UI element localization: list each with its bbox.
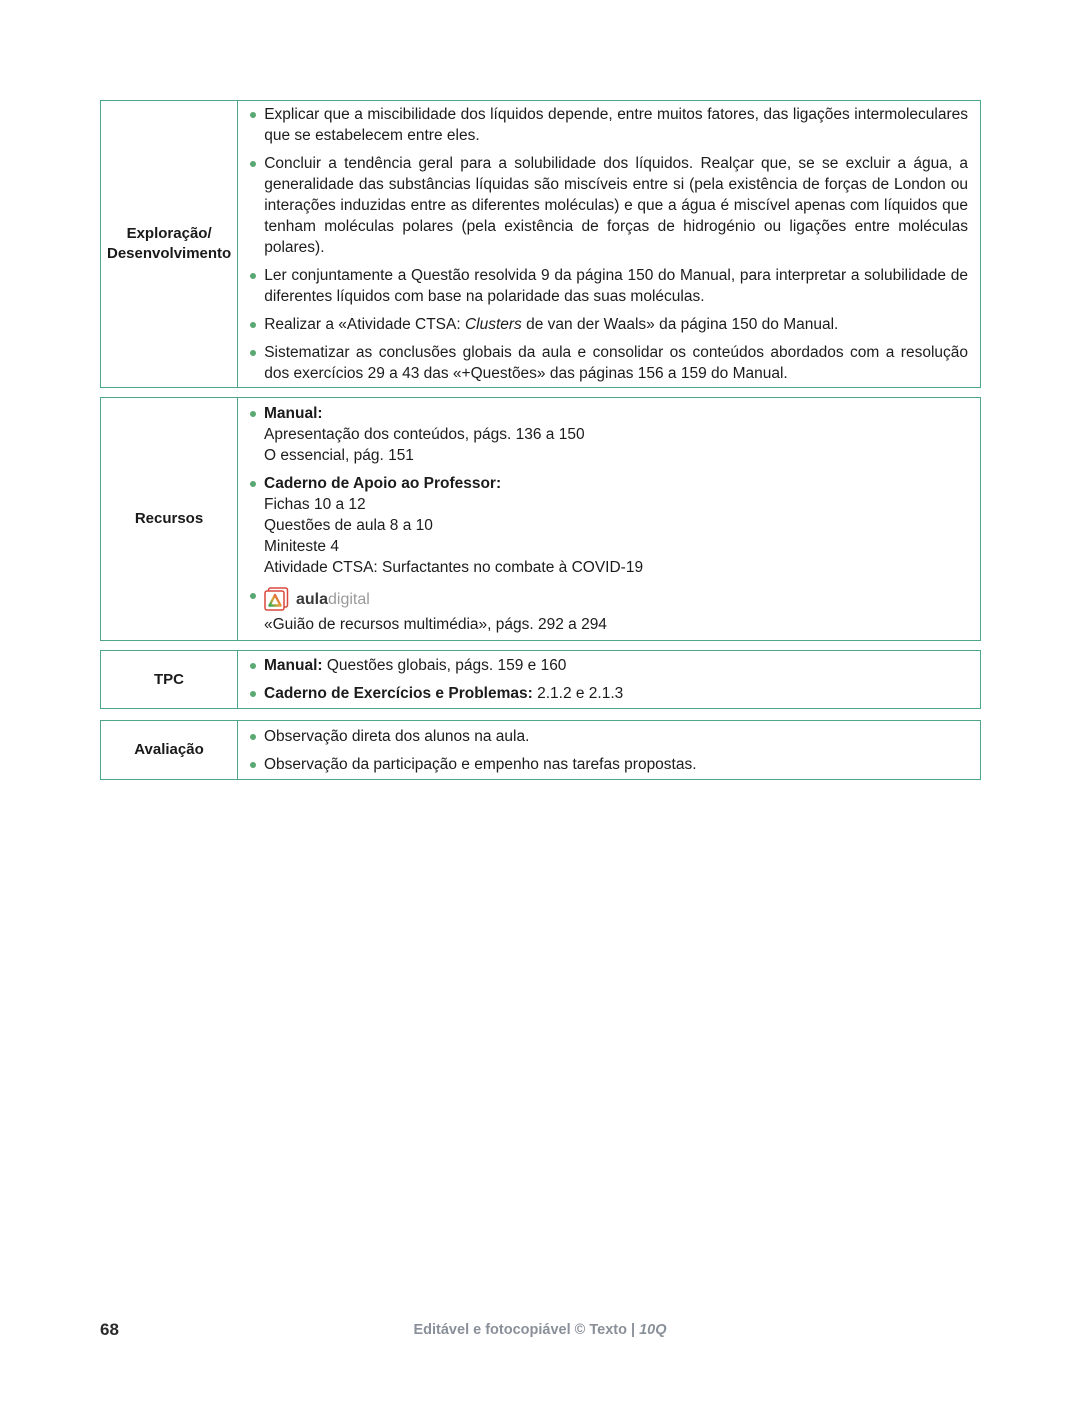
resource-line: O essencial, pág. 151 bbox=[264, 447, 414, 464]
page-number: 68 bbox=[100, 1320, 119, 1339]
footer-text bbox=[0, 1322, 1080, 1338]
list-item bbox=[249, 754, 968, 775]
list-item bbox=[249, 473, 968, 578]
bullet-text bbox=[264, 314, 968, 335]
footer-edition: 10Q bbox=[639, 1322, 667, 1338]
logo-text bbox=[296, 589, 370, 610]
resource-heading: Manual: bbox=[264, 405, 323, 422]
resource-line: Apresentação dos conteúdos, págs. 136 a 150 bbox=[264, 426, 585, 443]
bullet-icon bbox=[250, 691, 256, 697]
text-segment: Questões globais, págs. 159 e 160 bbox=[322, 657, 567, 674]
text-segment-bold: Manual: bbox=[264, 657, 323, 674]
row-label-tpc: TPC bbox=[101, 651, 238, 708]
bullet-icon bbox=[250, 481, 256, 487]
bullet-text: Observação direta dos alunos na aula. bbox=[264, 727, 530, 745]
list-item bbox=[249, 342, 968, 384]
aula-digital-icon bbox=[264, 587, 289, 612]
list-item bbox=[249, 314, 968, 335]
bullet-text: Ler conjuntamente a Questão resolvida 9 da página 150 do Manual, para interpretar a solubilidade de diferentes líquidos com base na polaridade das suas moléculas. bbox=[264, 267, 968, 305]
table-avaliacao bbox=[100, 720, 981, 780]
list-item bbox=[249, 265, 968, 307]
bullet-icon bbox=[250, 762, 256, 768]
list-item bbox=[249, 726, 968, 747]
bullet-icon bbox=[250, 593, 256, 599]
row-label-avaliacao: Avaliação bbox=[101, 721, 238, 779]
text-segment-bold: Caderno de Exercícios e Problemas: bbox=[264, 685, 533, 702]
text-segment: Realizar a «Atividade CTSA: bbox=[264, 316, 465, 333]
resource-line: Atividade CTSA: Surfactantes no combate à COVID-19 bbox=[264, 559, 644, 576]
list-item bbox=[249, 104, 968, 146]
list-item bbox=[249, 655, 968, 676]
text-segment-italic: Clusters bbox=[464, 316, 522, 333]
bullet-text bbox=[264, 655, 968, 676]
row-label-line: Exploração/ bbox=[126, 225, 212, 242]
cell-content bbox=[238, 651, 980, 708]
resource-heading: Caderno de Apoio ao Professor: bbox=[264, 475, 502, 492]
logo-text-digital: digital bbox=[328, 590, 370, 608]
bullet-text: Concluir a tendência geral para a solubilidade dos líquidos. Realçar que, se se excluir a água, a generalidade das substâncias líquidas são miscíveis entre si (pela existência de forças de London ou interações induzidas entre as diferentes moléculas) e que a água é miscível apenas com líquidos que tenham moléculas polares (pela existência de forças de hidrogénio ou ligações entre moléculas polares). bbox=[264, 155, 968, 256]
table-tpc bbox=[100, 650, 981, 709]
row-label-line: Desenvolvimento bbox=[107, 245, 232, 262]
list-item bbox=[249, 683, 968, 704]
bullet-text bbox=[264, 473, 968, 578]
resource-line: Fichas 10 a 12 bbox=[264, 496, 366, 513]
bullet-icon bbox=[250, 411, 256, 417]
bullet-icon bbox=[250, 734, 256, 740]
cell-content bbox=[238, 101, 980, 387]
row-label-exploracao bbox=[101, 101, 238, 387]
cell-content bbox=[238, 721, 980, 779]
cell-content bbox=[238, 398, 980, 640]
bullet-icon bbox=[250, 322, 256, 328]
bullet-text bbox=[264, 683, 968, 704]
text-segment: 2.1.2 e 2.1.3 bbox=[532, 685, 624, 702]
bullet-icon bbox=[250, 161, 256, 167]
bullet-text: Observação da participação e empenho nas tarefas propostas. bbox=[264, 755, 697, 773]
resource-line: Miniteste 4 bbox=[264, 538, 339, 555]
text-segment: de van der Waals» da página 150 do Manual. bbox=[521, 316, 839, 333]
table-recursos bbox=[100, 397, 981, 641]
bullet-text bbox=[264, 585, 968, 635]
bullet-text: Sistematizar as conclusões globais da aula e consolidar os conteúdos abordados com a resolução dos exercícios 29 a 43 das «+Questões» das páginas 156 a 159 do Manual. bbox=[264, 344, 968, 382]
resource-line: Questões de aula 8 a 10 bbox=[264, 517, 433, 534]
list-item bbox=[249, 153, 968, 258]
bullet-text bbox=[264, 403, 968, 466]
logo-text-aula: aula bbox=[296, 590, 329, 608]
row-label-recursos: Recursos bbox=[101, 398, 238, 640]
bullet-icon bbox=[250, 663, 256, 669]
bullet-text: Explicar que a miscibilidade dos líquidos depende, entre muitos fatores, das ligações intermoleculares que se estabelecem entre eles. bbox=[264, 106, 968, 144]
bullet-icon bbox=[250, 273, 256, 279]
table-exploracao-desenvolvimento bbox=[100, 100, 981, 388]
bullet-icon bbox=[250, 350, 256, 356]
list-item bbox=[249, 403, 968, 466]
list-item bbox=[249, 585, 968, 635]
resource-line: «Guião de recursos multimédia», págs. 292 a 294 bbox=[264, 616, 607, 633]
aula-digital-logo bbox=[264, 586, 968, 612]
footer-copyright: Editável e fotocopiável © Texto | bbox=[413, 1322, 640, 1338]
bullet-icon bbox=[250, 112, 256, 118]
